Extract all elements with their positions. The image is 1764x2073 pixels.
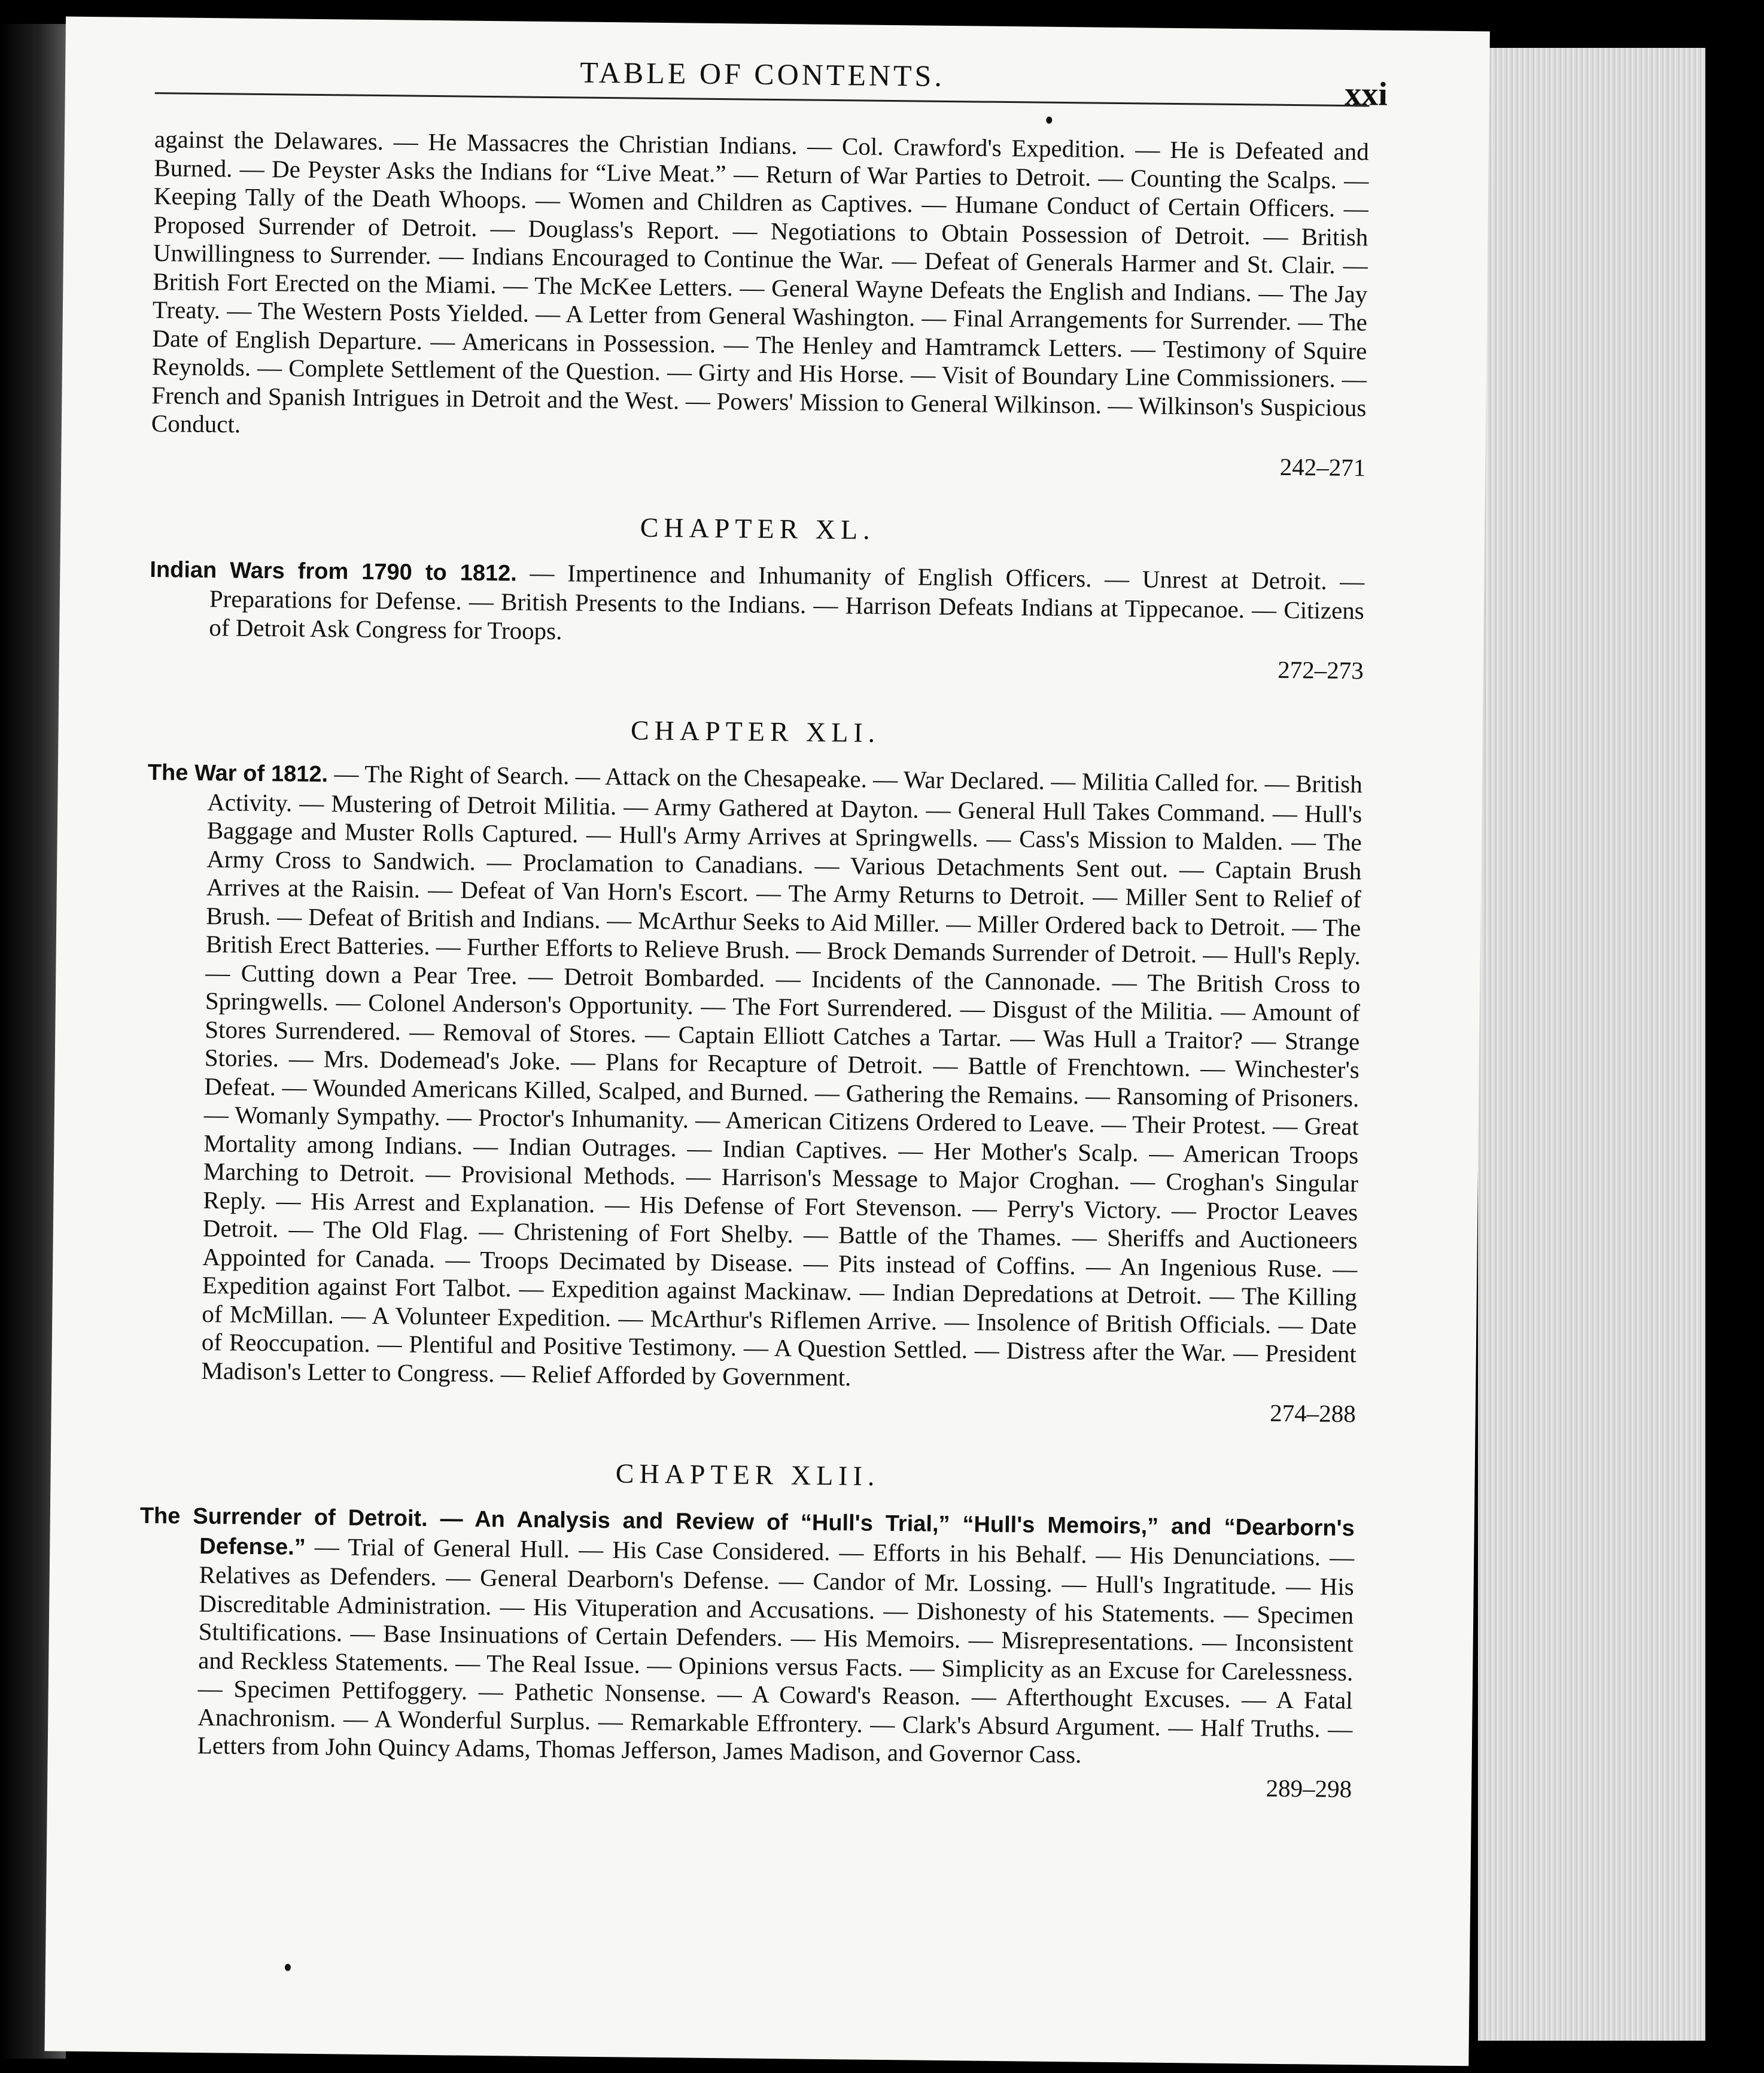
entry-body: — The Right of Search. — Attack on the Chesapeake. — War Declared. — Militia Called for. — British Activity. — Mustering of Detroit Militia. — Army Gathered at Dayton. — General Hull Takes Command. — Hull's Baggage and Muster Rolls Captured. — Hull's Army Arrives at Springwells. — Cass's Mission to Malden. — The Army Cross to Sandwich. — Proclamation to Canadians. — Various Detachments Sent out. — Captain Brush Arrives at the Raisin. — Defeat of Van Horn's Escort. — The Army Returns to Detroit. — Miller Sent to Relief of Brush. — Defeat of British and Indians. — McArthur Seeks to Aid Miller. — Miller Ordered back to Detroit. — The British Erect Batteries. — Further Efforts to Relieve Brush. — Brock Demands Surrender of Detroit. — Hull's Reply. — Cutting down a Pear Tree. — Detroit Bombarded. — Incidents of the Cannonade. — The British Cross to Springwells. — Colonel Anderson's Opportunity. — The Fort Surrendered. — Disgust of the Militia. — Amount of Stores Surrendered. — Removal of Stores. — Captain Elliott Catches a Tartar. — Was Hull a Traitor? — Strange Stories. — Mrs. Dodemead's Joke. — Plans for Recapture of Detroit. — Battle of Frenchtown. — Winchester's Defeat. — Wounded Americans Killed, Scalped, and Burned. — Gathering the Remains. — Ransoming of Prisoners. — Womanly Sympathy. — Proctor's Inhumanity. — American Citizens Ordered to Leave. — Their Protest. — Great Mortality among Indians. — Indian Outrages. — Indian Captives. — Her Mother's Scalp. — American Troops Marching to Detroit. — Provisional Methods. — Harrison's Message to Major Croghan. — Croghan's Singular Reply. — His Arrest and Explanation. — His Defense of Fort Stevenson. — Perry's Victory. — Proctor Leaves Detroit. — The Old Flag. — Christening of Fort Shelby. — Battle of the Thames. — Sheriffs and Auctioneers Appointed for Canada. — Troops Decimated by Disease. — Pits instead of Coffins. — An Ingenious Ruse. — Expedition against Fort Talbot. — Expedition against Mackinaw. — Indian Depredations at Detroit. — The Killing of McMillan. — A Volunteer Expedition. — McArthur's Riflemen Arrive. — Insolence of British Officials. — Date of Reoccupation. — Plentiful and Positive Testimony. — A Question Settled. — Distress after the War. — President Madison's Letter to Congress. — Relief Afforded by Government. [201, 759, 1362, 1391]
chapter-xli [141, 709, 1363, 1428]
toc-entry-continued [151, 125, 1369, 482]
page-number: xxi [1344, 75, 1388, 113]
entry-text [149, 555, 1364, 654]
toc-body [137, 125, 1369, 1803]
chapter-xlii [137, 1452, 1355, 1803]
running-head [155, 44, 1388, 113]
entry-text: against the Delawares. — He Massacres the Christian Indians. — Col. Crawford's Expedition. — He is Defeated and Burned. — De Peyster Asks the Indians for “Live Meat.” — Return of War Parties to Detroit. — Counting the Scalps. — Keeping Tally of the Death Whoops. — Women and Children as Captives. — Humane Conduct of Certain Officers. — Proposed Surrender of Detroit. — Douglass's Report. — Negotiations to Obtain Possession of Detroit. — British Unwillingness to Surrender. — Indians Encouraged to Continue the War. — Defeat of Generals Harmer and St. Clair. — British Fort Erected on the Miami. — The McKee Letters. — General Wayne Defeats the English and Indians. — The Jay Treaty. — The Western Posts Yielded. — A Letter from General Washington. — Final Arrangements for Surrender. — The Date of English Departure. — Americans in Possession. — The Henley and Hamtramck Letters. — Testimony of Squire Reynolds. — Complete Settlement of the Question. — Girty and His Horse. — Visit of Boundary Line Commissioners. — French and Spanish Intrigues in Detroit and the West. — Powers' Mission to General Wilkinson. — Wilkinson's Suspicious Conduct. [151, 125, 1370, 438]
chapter-heading: CHAPTER XL. [640, 512, 875, 545]
entry-body: — Trial of General Hull. — His Case Considered. — Efforts in his Behalf. — His Denunciations. — Relatives as Defenders. — General Dearborn's Defense. — Candor of Mr. Lossing. — Hull's Ingratitude. — His Discreditable Administration. — His Vituperation and Accusations. — Dishonesty of his Statements. — Specimen Stultifications. — Base Insinuations of Certain Defenders. — His Memoirs. — Misrepresentations. — Inconsistent and Reckless Statements. — The Real Issue. — Opinions versus Facts. — Simplicity as an Excuse for Carelessness. — Specimen Pettifoggery. — Pathetic Nonsense. — A Coward's Reason. — Afterthought Excuses. — A Fatal Anachronism. — A Wonderful Surplus. — Remarkable Effrontery. — Clark's Absurd Argument. — Half Truths. — Letters from John Quincy Adams, Thomas Jefferson, James Madison, and Governor Cass. [197, 1532, 1355, 1768]
entry-body: — Impertinence and Inhumanity of English Officers. — Unrest at Detroit. — Preparations for Defense. — British Presents to the Indians. — Harrison Defeats Indians at Tippecanoe. — Citizens of Detroit Ask Congress for Troops. [209, 558, 1365, 645]
page-range: 289–298 [1266, 1774, 1352, 1803]
ink-speck [1046, 117, 1052, 124]
page-range: 272–273 [1278, 655, 1364, 685]
entry-text [138, 1501, 1355, 1772]
page-range: 242–271 [1279, 452, 1366, 481]
chapter-xl [149, 506, 1365, 685]
book-page [44, 17, 1489, 2066]
chapter-heading: CHAPTER XLII. [615, 1458, 880, 1491]
entry-lead: The Surrender of Detroit. — An Analysis and Review of “Hull's Trial,” “Hull's Memoirs,” and “Dearborn's Defense.” [139, 1503, 1355, 1560]
entry-lead: The War of 1812. [147, 760, 329, 788]
page-range: 274–288 [1270, 1399, 1356, 1428]
entry-text [141, 758, 1362, 1397]
page-stack-edge [1478, 48, 1705, 2041]
running-head-title: TABLE OF CONTENTS. [580, 55, 945, 93]
ink-speck [285, 1964, 291, 1971]
entry-lead: Indian Wars from 1790 to 1812. [150, 557, 518, 586]
chapter-heading: CHAPTER XLI. [630, 715, 881, 748]
